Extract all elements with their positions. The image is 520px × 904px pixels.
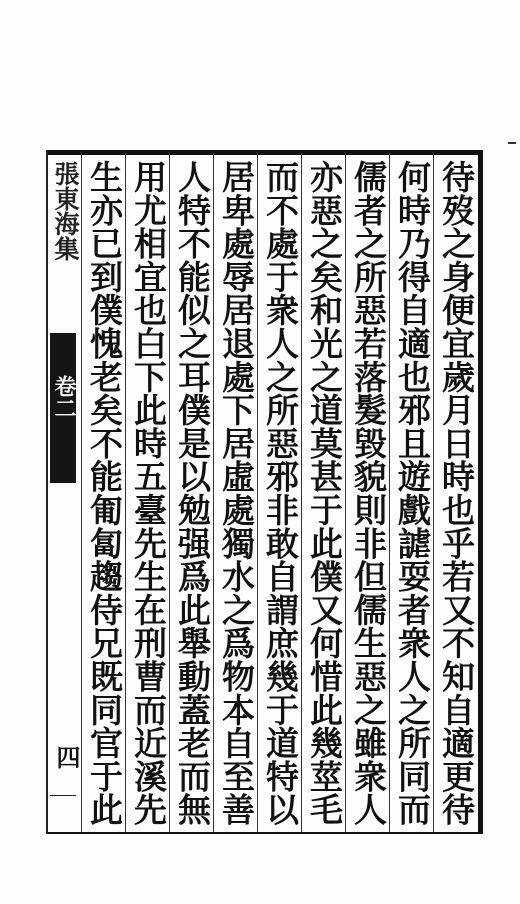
edge-mark xyxy=(508,142,516,144)
frame-right-border xyxy=(478,150,483,834)
text-column-1: 待歿之身便宜歲月日時也乎若又不知自適更待 xyxy=(437,160,476,826)
fold-banner xyxy=(50,155,80,831)
text-column-8: 用尤相宜也白下此時五臺先生在刑曹而近溪先 xyxy=(129,160,168,826)
frame-top-border xyxy=(46,150,482,155)
banner-divider xyxy=(50,795,76,796)
text-column-9: 生亦已到僕愧老矣不能匍匐趨侍兄既同官于此 xyxy=(85,160,124,826)
text-column-6: 居卑處辱居退處下居虛處獨水之爲物本自至善 xyxy=(217,160,256,826)
banner-page-number: 四 xyxy=(52,745,81,769)
text-column-3: 儒者之所惡若落髮毀貌則非但儒生惡之雖衆人 xyxy=(349,160,388,826)
frame-left-border xyxy=(46,150,48,834)
banner-book-title: 張東海集 xyxy=(51,161,80,261)
text-column-5: 而不處于衆人之所惡邪非敢自謂庶幾于道特以 xyxy=(261,160,300,826)
text-column-2: 何時乃得自適也邪且遊戲謔耍者衆人之所同而 xyxy=(393,160,432,826)
text-column-4: 亦惡之矣和光之道莫甚于此僕又何惜此幾莖毛 xyxy=(305,160,344,826)
frame-bottom-border xyxy=(46,832,482,834)
banner-volume-label: 卷二 xyxy=(51,375,77,419)
text-column-7: 人特不能似之耳僕是以勉强爲此舉動蓋老而無 xyxy=(173,160,212,826)
